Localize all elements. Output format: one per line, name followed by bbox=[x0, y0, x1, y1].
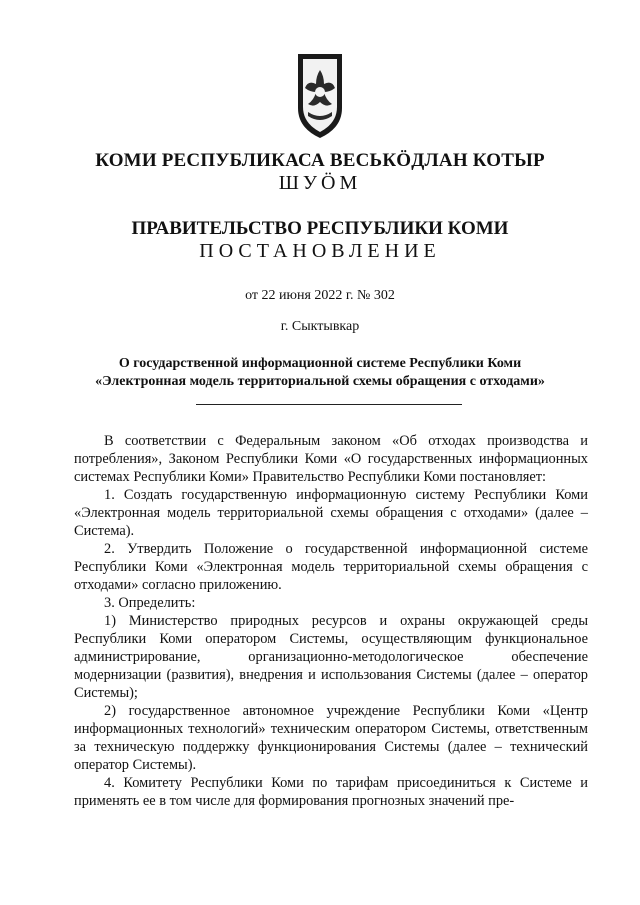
document-type: ПОСТАНОВЛЕНИЕ bbox=[199, 240, 441, 262]
document-city: г. Сыктывкар bbox=[280, 319, 360, 334]
komi-document-type: ШУÖМ bbox=[278, 172, 362, 194]
document-title bbox=[0, 355, 640, 391]
government-title: ПРАВИТЕЛЬСТВО РЕСПУБЛИКИ КОМИ bbox=[131, 218, 509, 239]
body-paragraph: 1. Создать государственную информационную систему Республики Коми «Электронная модель территориальной схемы обращения с отходами» (далее – Система). bbox=[74, 487, 588, 539]
body-paragraph: 2. Утвердить Положение о государственной информационной системе Республики Коми «Электронная модель территориальной схемы обращения с отходами» согласно приложению. bbox=[74, 541, 588, 593]
title-divider bbox=[196, 404, 462, 405]
komi-government-title: КОМИ РЕСПУБЛИКАСА ВЕСЬКÖДЛАН КОТЫР bbox=[95, 150, 545, 171]
document-title-line-1: О государственной информационной системе Республики Коми bbox=[118, 356, 522, 371]
document-title-line-2: «Электронная модель территориальной схемы обращения с отходами» bbox=[95, 374, 545, 389]
body-paragraph: 3. Определить: bbox=[104, 595, 196, 611]
body-paragraph: 4. Комитету Республики Коми по тарифам присоединиться к Системе и применять ее в том числе для формирования прогнозных значений пре- bbox=[74, 775, 588, 809]
komi-coat-of-arms-icon bbox=[294, 50, 346, 140]
document-body bbox=[74, 432, 588, 810]
body-paragraph: 1) Министерство природных ресурсов и охраны окружающей среды Республики Коми оператором Системы, осуществляющим функциональное администрирование, организационно-методологическое обеспечение модернизации (развития), внедрения и использования Системы (далее – оператор Системы); bbox=[74, 613, 588, 701]
body-paragraph: В соответствии с Федеральным законом «Об отходах производства и потребления», Законом Республики Коми «О государственных информационных системах Республики Коми» Правительство Республики Коми постановляет: bbox=[74, 433, 588, 485]
document-date-number: от 22 июня 2022 г. № 302 bbox=[245, 288, 395, 303]
body-paragraph: 2) государственное автономное учреждение Республики Коми «Центр информационных технологий» техническим оператором Системы, ответственным за техническую поддержку функционирования Системы (далее – технический оператор Системы). bbox=[74, 703, 588, 773]
